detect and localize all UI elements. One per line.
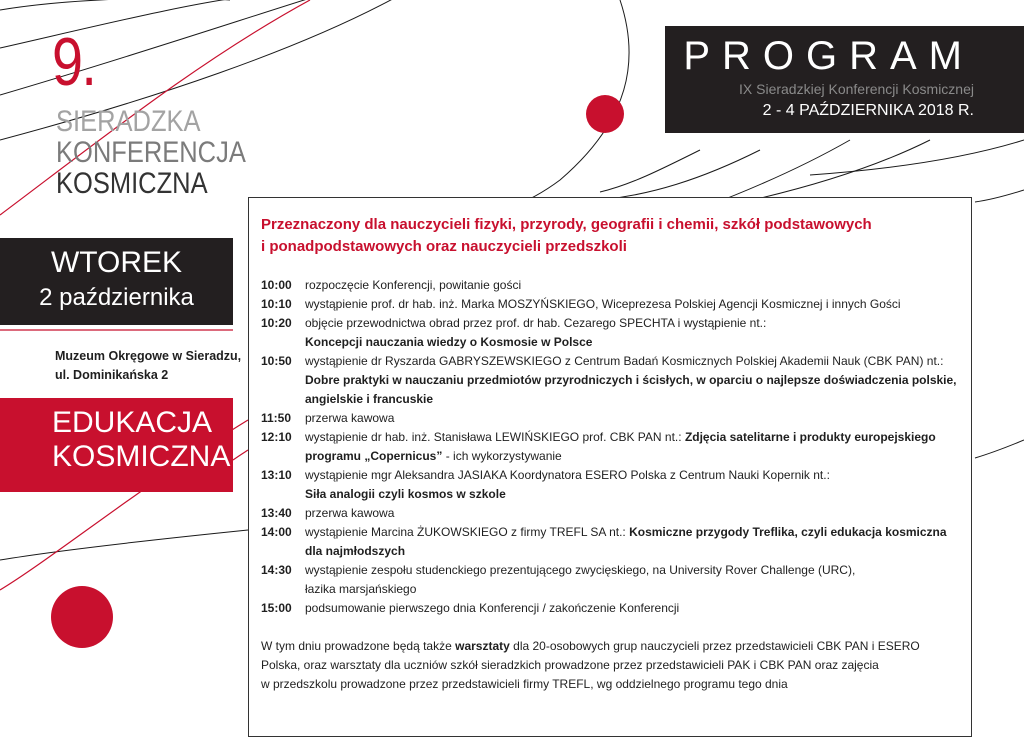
- schedule-time: 14:00: [261, 525, 292, 539]
- program-date: 2 - 4 PAŹDZIERNIKA 2018 R.: [762, 102, 974, 119]
- schedule-topic: Koncepcji nauczania wiedzy o Kosmosie w Polsce: [305, 335, 593, 349]
- schedule-text: podsumowanie pierwszego dnia Konferencji / zakończenie Konferencji: [305, 601, 680, 615]
- schedule-time: 13:10: [261, 468, 292, 482]
- schedule-time: 10:00: [261, 278, 292, 292]
- schedule-item: [261, 466, 961, 504]
- theme-line-1: EDUKACJA: [52, 406, 213, 439]
- schedule-item: [261, 295, 961, 314]
- note-line-2: Polska, oraz warsztaty dla uczniów szkół sieradzkich prowadzone przez przedstawicieli PAK i CBK PAN oraz zajęcia: [261, 658, 879, 672]
- red-planet-top: [586, 95, 624, 133]
- schedule-text: wystąpienie prof. dr hab. inż. Marka MOSZYŃSKIEGO, Wiceprezesa Polskiej Agencji Kosmicznej i innych Gości: [305, 297, 901, 311]
- schedule-time: 10:50: [261, 354, 292, 368]
- schedule-text: wystąpienie Marcina ŻUKOWSKIEGO z firmy TREFL SA nt.:: [305, 525, 630, 539]
- intro-line-1: Przeznaczony dla nauczycieli fizyki, przyrody, geografii i chemii, szkół podstawowych: [261, 216, 872, 233]
- schedule-item: [261, 409, 961, 428]
- logo-line-konferencja: KONFERENCJA: [56, 136, 246, 169]
- logo-line-kosmiczna: KOSMICZNA: [56, 167, 208, 200]
- schedule-time: 10:10: [261, 297, 292, 311]
- venue-line-1: Muzeum Okręgowe w Sieradzu,: [55, 349, 242, 363]
- schedule-topic: dla najmłodszych: [305, 544, 406, 558]
- schedule-text: wystąpienie dr Ryszarda GABRYSZEWSKIEGO z Centrum Badań Kosmicznych Polskiej Akademii Nauk (CBK PAN) nt.:: [305, 354, 944, 368]
- schedule-item: [261, 314, 961, 352]
- schedule-tail: - ich wykorzystywanie: [442, 449, 562, 463]
- note-part-1: W tym dniu prowadzone będą także: [261, 639, 456, 653]
- schedule-list: [261, 276, 961, 618]
- schedule-item: [261, 523, 961, 561]
- audience-intro: [261, 214, 961, 258]
- schedule-text-cont: łazika marsjańskiego: [305, 582, 417, 596]
- schedule-time: 14:30: [261, 563, 292, 577]
- schedule-topic-inline: Kosmiczne przygody Treflika, czyli edukacja kosmiczna: [629, 525, 947, 539]
- logo-number: 9.: [52, 24, 96, 100]
- day-badge: [0, 238, 233, 325]
- schedule-item: [261, 276, 961, 295]
- schedule-text: objęcie przewodnictwa obrad przez prof. dr hab. Cezarego SPECHTA i wystąpienie nt.:: [305, 316, 767, 330]
- schedule-time: 11:50: [261, 411, 292, 425]
- note-bold: warsztaty: [455, 639, 510, 653]
- schedule-time: 12:10: [261, 430, 292, 444]
- theme-line-2: KOSMICZNA: [52, 440, 231, 473]
- schedule-topic: Dobre praktyki w nauczaniu przedmiotów przyrodniczych i ścisłych, w oparciu o najlepsze doświadczenia polskie,: [305, 373, 957, 387]
- program-panel: [248, 197, 972, 737]
- program-subtitle: IX Sieradzkiej Konferencji Kosmicznej: [739, 81, 974, 97]
- schedule-text: przerwa kawowa: [305, 411, 395, 425]
- schedule-item: [261, 504, 961, 523]
- schedule-time: 13:40: [261, 506, 292, 520]
- schedule-topic: Siła analogii czyli kosmos w szkole: [305, 487, 506, 501]
- intro-line-2: i ponadpodstawowych oraz nauczycieli przedszkoli: [261, 238, 627, 255]
- schedule-time: 15:00: [261, 601, 292, 615]
- schedule-topic-inline: Zdjęcia satelitarne i produkty europejskiego: [684, 430, 936, 444]
- schedule-text: wystąpienie dr hab. inż. Stanisława LEWIŃSKIEGO prof. CBK PAN nt.:: [305, 430, 685, 444]
- schedule-text: wystąpienie zespołu studenckiego prezentującego zwycięskiego, na University Rover Challenge (URC),: [305, 563, 856, 577]
- schedule-item: [261, 561, 961, 599]
- schedule-item: [261, 599, 961, 618]
- schedule-item: [261, 428, 961, 466]
- red-planet-bottom: [51, 586, 113, 648]
- program-title: PROGRAM: [683, 34, 974, 78]
- theme-badge: [0, 398, 233, 492]
- workshop-note: [261, 637, 961, 694]
- note-line-3: w przedszkolu prowadzone przez przedstawicieli firmy TREFL, wg oddzielnego programu tego dnia: [261, 677, 788, 691]
- schedule-topic-cont: angielskie i francuskie: [305, 392, 434, 406]
- schedule-item: [261, 352, 961, 409]
- schedule-text: wystąpienie mgr Aleksandra JASIAKA Koordynatora ESERO Polska z Centrum Nauki Kopernik nt.:: [305, 468, 830, 482]
- schedule-text: przerwa kawowa: [305, 506, 395, 520]
- logo-line-sieradzka: SIERADZKA: [56, 105, 201, 138]
- venue: [55, 347, 241, 385]
- day-name: WTOREK: [50, 246, 183, 279]
- note-part-2: dla 20-osobowych grup nauczycieli przez przedstawicieli CBK PAN i ESERO: [509, 639, 920, 653]
- program-header: [665, 26, 1024, 133]
- schedule-time: 10:20: [261, 316, 292, 330]
- schedule-topic: programu „Copernicus”: [305, 449, 443, 463]
- schedule-text: rozpoczęcie Konferencji, powitanie gości: [305, 278, 522, 292]
- venue-line-2: ul. Dominikańska 2: [55, 368, 169, 382]
- day-date: 2 października: [39, 284, 194, 311]
